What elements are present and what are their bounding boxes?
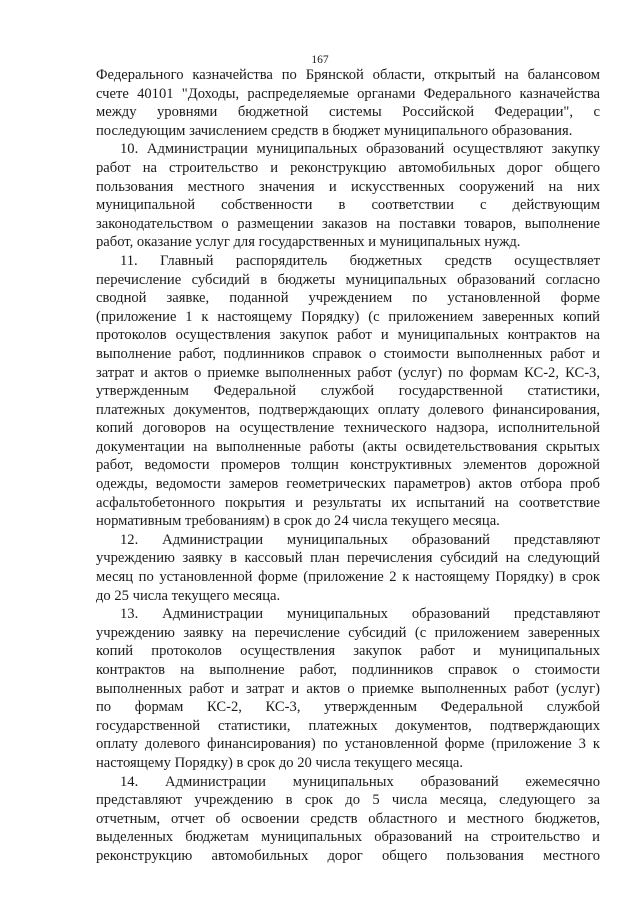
paragraph-first-line: 11. Главный распорядитель бюджетных средств осуществляет: [120, 252, 600, 269]
text-line: выполненных работ и затрат и актов о приемке выполненных работ (услуг): [96, 680, 600, 697]
text-line: настоящему Порядку) в срок до 20 числа текущего месяца.: [96, 754, 464, 771]
text-line: реконструкцию автомобильных дорог общего пользования местного: [96, 847, 600, 864]
text-line: оплату долевого финансирования) по установленной форме (приложение 3 к: [96, 736, 600, 753]
text-line: копий договоров на осуществление технического надзора, исполнительной: [96, 420, 600, 437]
text-line: контрактов на выполнение работ, подлинников справок о стоимости: [96, 662, 600, 678]
paragraph-first-line: 13. Администрации муниципальных образований представляют: [120, 606, 600, 623]
paragraph-first-line: 14. Администрации муниципальных образований ежемесячно: [120, 773, 600, 790]
text-line: (приложение 1 к настоящему Порядку) (с приложением заверенных копий: [96, 308, 600, 325]
text-line: протоколов осуществления закупок работ и муниципальных контрактов на: [96, 327, 600, 344]
text-line: асфальтобетонного покрытия и результаты их испытаний на соответствие: [96, 494, 600, 511]
paragraph-first-line: 12. Администрации муниципальных образований представляют: [120, 531, 600, 548]
text-line: представляют учреждению в срок до 5 числа месяца, следующего за: [96, 792, 600, 809]
text-line: перечисление субсидий в бюджеты муниципальных образований согласно: [96, 271, 600, 288]
text-line: работ, оказание услуг для государственных и муниципальных нужд.: [96, 234, 521, 251]
text-line: последующим зачислением средств в бюджет муниципального образования.: [96, 122, 573, 139]
text-line: документации на выполненные работы (акты освидетельствования скрытых: [96, 438, 600, 455]
text-line: нормативным требованиям) в срок до 24 числа текущего месяца.: [96, 513, 500, 530]
text-line: утвержденным Федеральной службой государственной статистики,: [96, 383, 600, 400]
text-line: работ, ведомости промеров толщин конструктивных элементов дорожной: [96, 457, 600, 474]
text-line: работ на строительство и реконструкцию автомобильных дорог общего: [96, 159, 600, 176]
text-line: одежды, ведомости замеров геометрических параметров) актов отбора проб: [96, 476, 600, 493]
text-line: копий протоколов осуществления закупок работ и муниципальных: [96, 643, 600, 660]
text-line: до 25 числа текущего месяца.: [96, 587, 281, 604]
text-line: законодательством о размещении заказов на поставки товаров, выполнение: [96, 215, 600, 232]
text-line: выполнение работ, подлинников справок о стоимости выполненных работ и: [96, 345, 600, 362]
text-line: Федерального казначейства по Брянской области, открытый на балансовом: [96, 67, 600, 83]
text-line: счете 40101 "Доходы, распределяемые органами Федерального казначейства: [96, 85, 600, 102]
text-line: месяц по установленной форме (приложение 2 к настоящему Порядку) в срок: [96, 569, 600, 586]
text-line: выделенных бюджетам муниципальных образований на строительство и: [96, 829, 600, 846]
text-line: сводной заявке, поданной учреждением по установленной форме: [96, 290, 600, 307]
text-line: государственной статистики, платежных документов, подтверждающих: [96, 717, 600, 734]
text-line: учреждению заявку на перечисление субсидий (с приложением заверенных: [96, 624, 600, 641]
text-line: пользования местного значения и искусственных сооружений на них: [96, 178, 600, 195]
text-line: по формам КС-2, КС-3, утвержденным Федеральной службой: [96, 699, 600, 716]
paragraph-first-line: 10. Администрации муниципальных образований осуществляют закупку: [120, 141, 600, 158]
body-text: [96, 66, 600, 866]
text-line: платежных документов, подтверждающих оплату долевого финансирования,: [96, 401, 600, 418]
text-line: затрат и актов о приемке выполненных работ (услуг) по формам КС-2, КС-3,: [96, 364, 600, 381]
page-number: 167: [311, 54, 329, 66]
text-line: отчетным, отчет об освоении средств областного и местного бюджетов,: [96, 810, 600, 827]
text-line: учреждению заявку в кассовый план перечисления субсидий на следующий: [96, 550, 600, 567]
text-line: муниципальной собственности в соответствии с действующим: [96, 197, 600, 214]
text-line: между уровнями бюджетной системы Российской Федерации", с: [96, 104, 600, 121]
